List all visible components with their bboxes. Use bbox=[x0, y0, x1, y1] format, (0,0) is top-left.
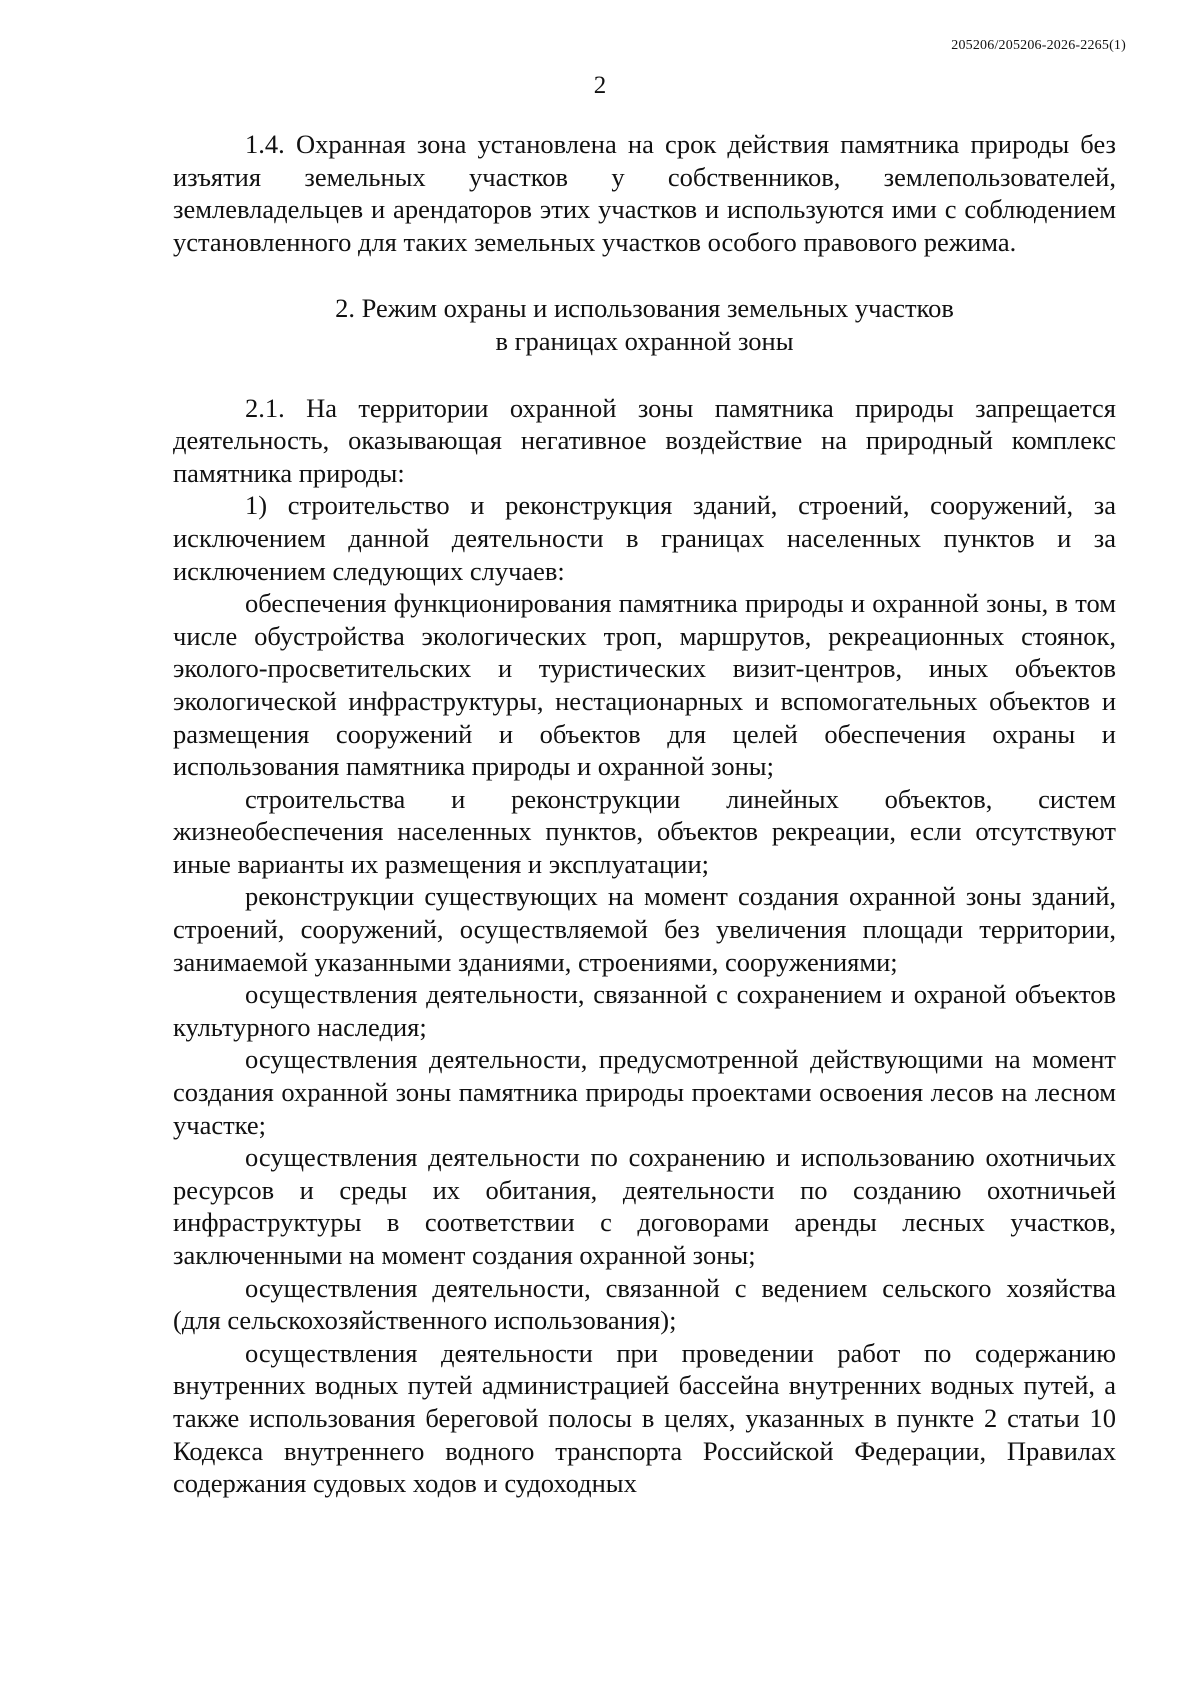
exception-case-8: осуществления деятельности при проведении работ по содержанию внутренних водных путей администрацией бассейна внутренних водных путей, а также использования береговой полосы в целях, указанных в пункте 2 статьи 10 Кодекса внутреннего водного транспорта Российской Федерации, Правилах содержания судовых ходов и судоходных bbox=[173, 1337, 1116, 1499]
section-2-title-line-1: 2. Режим охраны и использования земельных участков bbox=[335, 293, 954, 324]
section-2-heading bbox=[173, 292, 1116, 357]
section-2-title-line-2: в границах охранной зоны bbox=[495, 325, 794, 356]
exception-case-7: осуществления деятельности, связанной с ведением сельского хозяйства (для сельскохозяйственного использования); bbox=[173, 1272, 1116, 1336]
exception-case-3: реконструкции существующих на момент создания охранной зоны зданий, строений, сооружений, осуществляемой без увеличения площади территории, занимаемой указанными зданиями, строениями, сооружениями; bbox=[173, 881, 1116, 977]
document-body bbox=[173, 128, 1116, 1500]
exception-case-1: обеспечения функционирования памятника природы и охранной зоны, в том числе обустройства экологических троп, маршрутов, рекреационных стоянок, эколого-просветительских и туристических визит-центров, иных объектов экологической инфраструктуры, нестационарных и вспомогательных объектов и размещения сооружений и объектов для целей обеспечения охраны и использования памятника природы и охранной зоны; bbox=[173, 588, 1116, 782]
page-number: 2 bbox=[593, 72, 607, 99]
exception-case-2: строительства и реконструкции линейных объектов, систем жизнеобеспечения населенных пунктов, объектов рекреации, если отсутствуют иные варианты их размещения и эксплуатации; bbox=[173, 783, 1116, 879]
exception-case-5: осуществления деятельности, предусмотренной действующими на момент создания охранной зоны памятника природы проектами освоения лесов на лесном участке; bbox=[173, 1044, 1116, 1140]
exception-case-4: осуществления деятельности, связанной с сохранением и охраной объектов культурного наследия; bbox=[173, 979, 1116, 1042]
paragraph-1-4: 1.4. Охранная зона установлена на срок действия памятника природы без изъятия земельных участков у собственников, землепользователей, землевладельцев и арендаторов этих участков и используются ими с соблюдением установленного для таких земельных участков особого правового режима. bbox=[173, 129, 1116, 257]
paragraph-2-1: 2.1. На территории охранной зоны памятника природы запрещается деятельность, оказывающая негативное воздействие на природный комплекс памятника природы: bbox=[173, 392, 1116, 488]
document-id: 205206/205206-2026-2265(1) bbox=[951, 38, 1126, 53]
exception-case-6: осуществления деятельности по сохранению и использованию охотничьих ресурсов и среды их обитания, деятельности по созданию охотничьей инфраструктуры в соответствии с договорами аренды лесных участков, заключенными на момент создания охранной зоны; bbox=[173, 1142, 1116, 1270]
list-item-1: 1) строительство и реконструкция зданий, строений, сооружений, за исключением данной деятельности в границах населенных пунктов и за исключением следующих случаев: bbox=[173, 490, 1116, 586]
